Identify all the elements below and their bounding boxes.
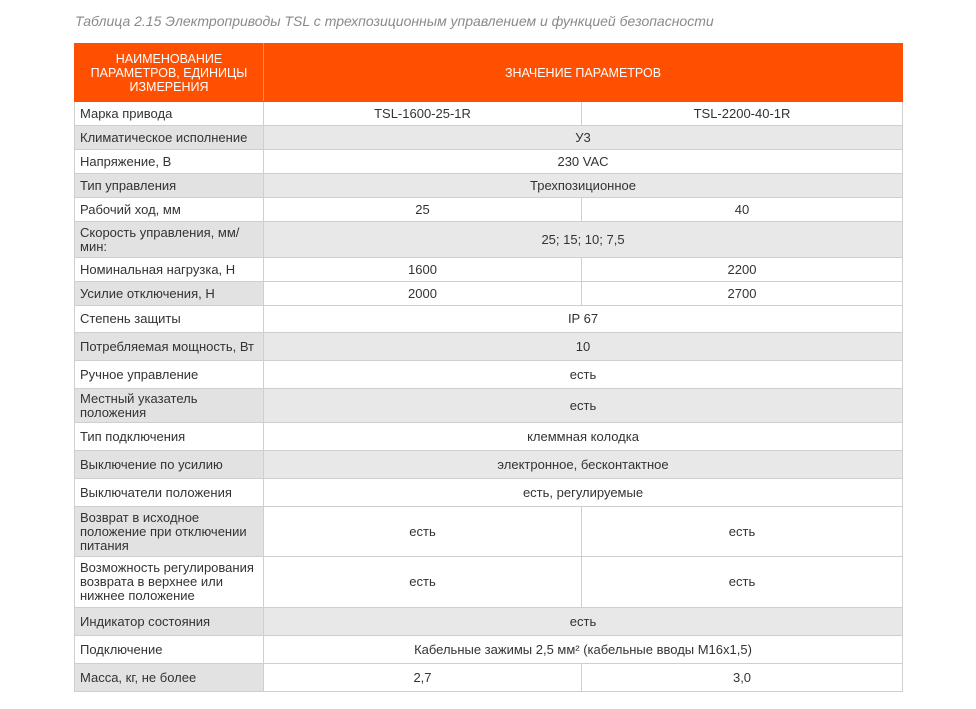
table-row [75, 664, 903, 692]
param-value-cell-tsl2200: 2700 [582, 282, 903, 306]
table-row [75, 306, 903, 333]
table-row [75, 361, 903, 389]
param-name-cell: Марка привода [75, 102, 264, 126]
param-value-cell: 230 VAC [264, 150, 903, 174]
param-name-cell: Подключение [75, 636, 264, 664]
param-name-cell: Потребляемая мощность, Вт [75, 333, 264, 361]
table-row [75, 451, 903, 479]
param-name-cell: Выключатели положения [75, 479, 264, 507]
param-value-cell: У3 [264, 126, 903, 150]
param-name-cell: Выключение по усилию [75, 451, 264, 479]
param-name-cell: Тип управления [75, 174, 264, 198]
table-row [75, 557, 903, 608]
table-row [75, 102, 903, 126]
param-value-cell-tsl2200: 40 [582, 198, 903, 222]
param-value-cell-tsl1600: 2000 [264, 282, 582, 306]
param-value-cell-tsl2200: 3,0 [582, 664, 903, 692]
param-value-cell: IP 67 [264, 306, 903, 333]
param-name-cell: Местный указатель положения [75, 389, 264, 423]
param-name-cell: Климатическое исполнение [75, 126, 264, 150]
param-name-cell: Усилие отключения, Н [75, 282, 264, 306]
table-row [75, 150, 903, 174]
param-value-cell-tsl2200: есть [582, 557, 903, 608]
param-name-cell: Скорость управления, мм/мин: [75, 222, 264, 258]
param-value-cell-tsl2200: есть [582, 507, 903, 557]
table-row [75, 222, 903, 258]
param-value-cell-tsl2200: 2200 [582, 258, 903, 282]
table-row [75, 126, 903, 150]
param-value-cell: есть [264, 389, 903, 423]
table-row [75, 174, 903, 198]
param-value-cell-tsl1600: TSL-1600-25-1R [264, 102, 582, 126]
header-value-column: ЗНАЧЕНИЕ ПАРАМЕТРОВ [264, 44, 903, 102]
param-name-cell: Возврат в исходное положение при отключении питания [75, 507, 264, 557]
param-value-cell-tsl1600: 2,7 [264, 664, 582, 692]
param-name-cell: Степень защиты [75, 306, 264, 333]
param-value-cell-tsl2200: TSL-2200-40-1R [582, 102, 903, 126]
param-value-cell: есть, регулируемые [264, 479, 903, 507]
param-value-cell-tsl1600: 1600 [264, 258, 582, 282]
param-value-cell: есть [264, 608, 903, 636]
param-value-cell-tsl1600: есть [264, 507, 582, 557]
param-value-cell: 25; 15; 10; 7,5 [264, 222, 903, 258]
param-name-cell: Номинальная нагрузка, Н [75, 258, 264, 282]
param-value-cell: электронное, бесконтактное [264, 451, 903, 479]
table-header-row [75, 44, 903, 102]
table-row [75, 282, 903, 306]
table-row [75, 389, 903, 423]
param-name-cell: Индикатор состояния [75, 608, 264, 636]
table-row [75, 507, 903, 557]
param-value-cell: Трехпозиционное [264, 174, 903, 198]
table-row [75, 258, 903, 282]
param-value-cell: клеммная колодка [264, 423, 903, 451]
table-row [75, 608, 903, 636]
table-row [75, 198, 903, 222]
param-value-cell-tsl1600: есть [264, 557, 582, 608]
param-name-cell: Напряжение, В [75, 150, 264, 174]
table-row [75, 479, 903, 507]
spec-table [74, 43, 903, 692]
param-value-cell: Кабельные зажимы 2,5 мм² (кабельные вводы М16х1,5) [264, 636, 903, 664]
table-body [75, 102, 903, 692]
param-name-cell: Ручное управление [75, 361, 264, 389]
param-name-cell: Рабочий ход, мм [75, 198, 264, 222]
param-value-cell-tsl1600: 25 [264, 198, 582, 222]
param-name-cell: Тип подключения [75, 423, 264, 451]
table-row [75, 636, 903, 664]
table-caption: Таблица 2.15 Электроприводы TSL с трехпозиционным управлением и функцией безопасности [75, 13, 714, 29]
header-param-column: НАИМЕНОВАНИЕ ПАРАМЕТРОВ, ЕДИНИЦЫ ИЗМЕРЕНИЯ [75, 44, 264, 102]
param-value-cell: 10 [264, 333, 903, 361]
param-name-cell: Масса, кг, не более [75, 664, 264, 692]
table-row [75, 333, 903, 361]
param-name-cell: Возможность регулирования возврата в верхнее или нижнее положение [75, 557, 264, 608]
param-value-cell: есть [264, 361, 903, 389]
table-row [75, 423, 903, 451]
